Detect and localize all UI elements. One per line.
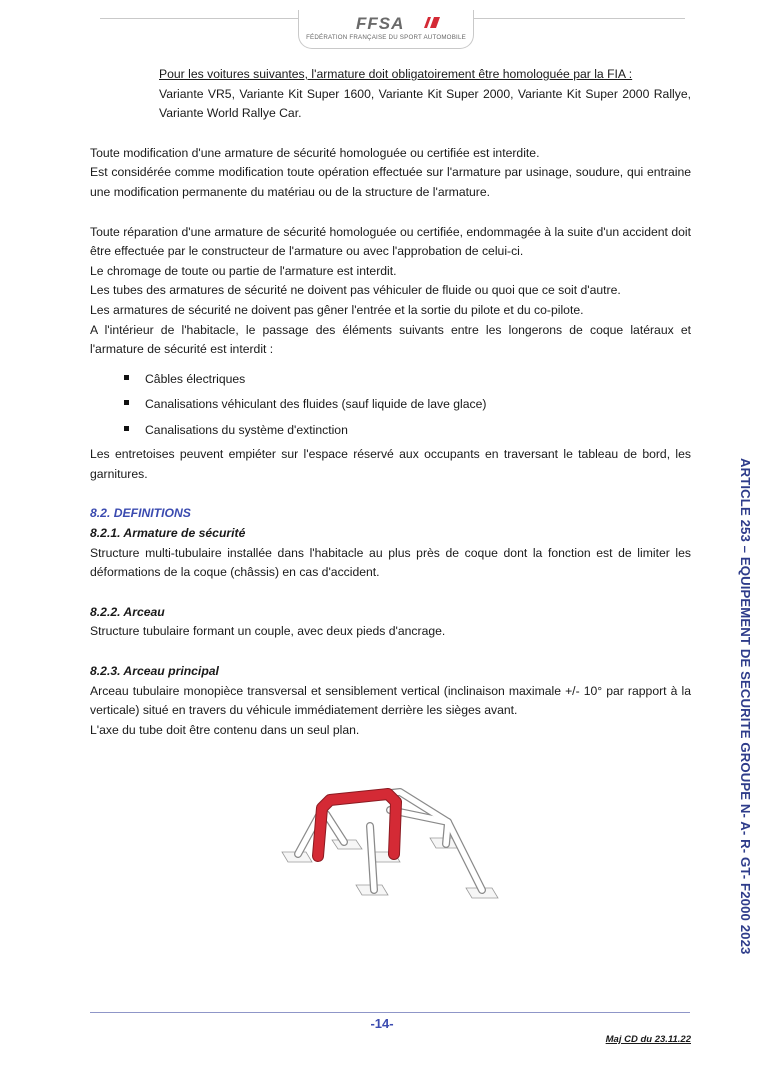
list-item: Canalisations du système d'extinction bbox=[121, 420, 691, 446]
definition-text: L'axe du tube doit être contenu dans un seul plan. bbox=[90, 722, 360, 737]
repair-line-1: Toute réparation d'une armature de sécurité homologuée ou certifiée, endommagée à la suite d'un accident doit être effectuée par le constructeur de l'armature ou avec l'approbation de celui-ci. bbox=[90, 224, 691, 259]
definition-text: Structure multi-tubulaire installée dans l'habitacle au plus près de coque dont la fonction est de limiter les déformations de la coque (châssis) en cas d'accident. bbox=[90, 545, 691, 580]
definition-text: Structure tubulaire formant un couple, avec deux pieds d'ancrage. bbox=[90, 624, 446, 639]
intro-variant-vr5: Variante VR5 bbox=[159, 86, 232, 101]
subsection-title: 8.2.1. Armature de sécurité bbox=[90, 526, 246, 540]
article-side-title: ARTICLE 253 – EQUIPEMENT DE SECURITE GROUPE N- A- R- GT- F2000 2023 bbox=[738, 458, 753, 955]
bullet-icon bbox=[124, 400, 129, 405]
bullet-icon bbox=[124, 375, 129, 380]
org-name: FÉDÉRATION FRANÇAISE DU SPORT AUTOMOBILE bbox=[306, 34, 466, 41]
list-item: Canalisations véhiculant des fluides (sauf liquide de lave glace) bbox=[121, 394, 691, 420]
repair-line-2: Le chromage de toute ou partie de l'armature est interdit. bbox=[90, 263, 397, 278]
intro-paragraph bbox=[90, 65, 691, 124]
section-title: 8.2. DEFINITIONS bbox=[90, 506, 191, 521]
roll-cage-illustration bbox=[270, 770, 510, 940]
subsection-title: 8.2.2. Arceau bbox=[90, 604, 165, 619]
update-date: Maj CD du 23.11.22 bbox=[605, 1034, 691, 1045]
repair-line-3: Les tubes des armatures de sécurité ne doivent pas véhiculer de fluide ou quoi que ce soit d'autre. bbox=[90, 283, 621, 298]
definition-text: Arceau tubulaire monopièce transversal et sensiblement vertical (inclinaison maximale +/- 10° par rapport à la verticale) situé en travers du véhicule immédiatement derrière les sièges avant. bbox=[90, 683, 691, 718]
modification-line-2: Est considérée comme modification toute opération effectuée sur l'armature par usinage, soudure, qui entraine une modification permanente du matériau ou de la structure de l'armature. bbox=[90, 165, 691, 199]
subsection-title: 8.2.3. Arceau principal bbox=[90, 663, 219, 678]
forbidden-items-list bbox=[90, 369, 691, 446]
article-body bbox=[90, 0, 691, 740]
intro-variants: , Variante Kit Super 1600, Variante Kit Super 2000, Variante Kit Super 2000 Rallye, Variante World Rallye Car. bbox=[159, 86, 692, 121]
ffsa-logo: FFSA bbox=[356, 14, 405, 33]
repair-line-5: A l'intérieur de l'habitacle, le passage des éléments suivants entre les longerons de coque latéraux et l'armature de sécurité est interdit : bbox=[90, 322, 691, 357]
spacers-paragraph: Les entretoises peuvent empiéter sur l'espace réservé aux occupants en traversant le tableau de bord, les garnitures. bbox=[90, 447, 691, 481]
intro-underlined: Pour les voitures suivantes, l'armature doit obligatoirement être homologuée par la FIA : bbox=[159, 67, 633, 81]
repair-line-4: Les armatures de sécurité ne doivent pas gêner l'entrée et la sortie du pilote et du co-pilote. bbox=[90, 302, 584, 317]
list-item: Câbles électriques bbox=[121, 369, 691, 395]
bullet-icon bbox=[124, 426, 129, 431]
modification-line-1: Toute modification d'une armature de sécurité homologuée ou certifiée est interdite. bbox=[90, 145, 540, 160]
footer-rule bbox=[90, 1012, 690, 1013]
page-number: -14- bbox=[370, 1016, 394, 1031]
